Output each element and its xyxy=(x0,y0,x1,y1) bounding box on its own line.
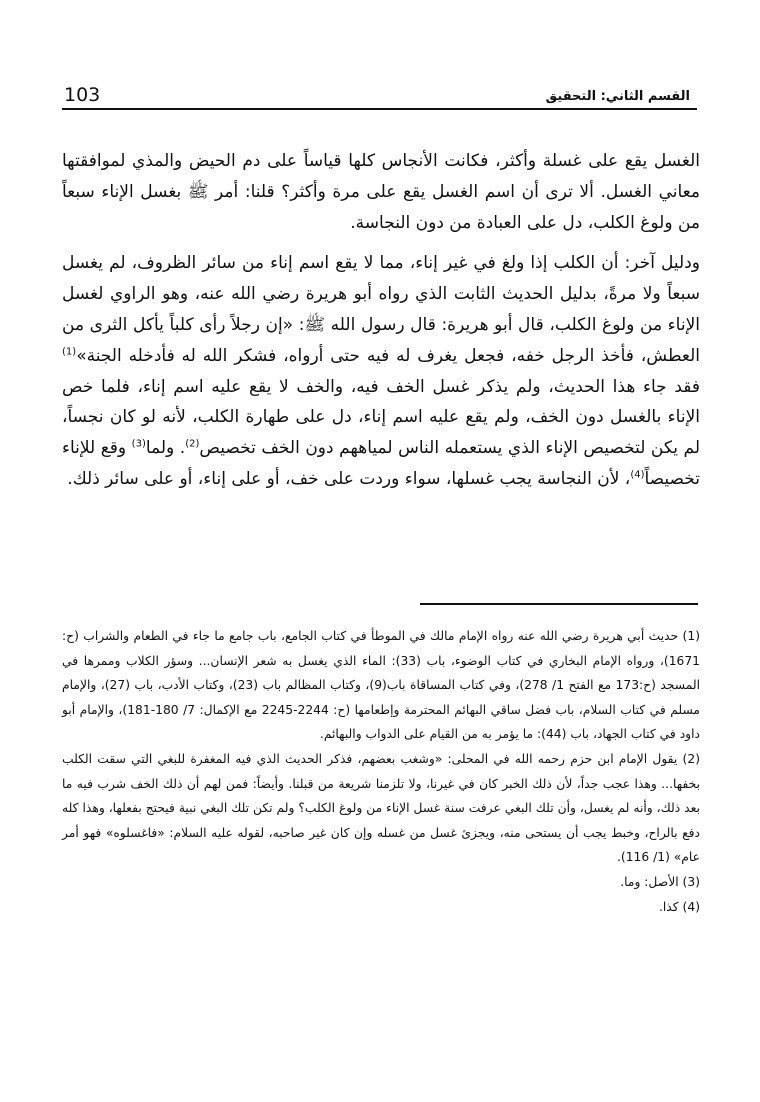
footnote-text: يقول الإمام ابن حزم رحمه الله في المحلى: «وشغب بعضهم، فذكر الحديث الذي فيه المغفرة للبغي التي سقت الكلب بخفها... وهذا عجب جداً، لأن ذلك الخبر كان في غيرنا، ولا تلزمنا شريعة من قبلنا. وأيضاً: فمن لهم أن ذلك الخف شرب فيه ما بعد ذلك، وأنه لم يغسل، وأن تلك البغي عرفت سنة غسل الإناء من ولوغ الكلب؟ ولم تكن تلك البغي نبية فيحتج بفعلها، وهذا كله دفع بالراح، وخبط يجب أن يستحى منه، ويجزئ غسل من غسله وإن كان غير صاحبه، لقوله عليه السلام: «فاغسلوه» فهو أمر عام» (1/ 116). xyxy=(62,751,700,865)
footnote-1 xyxy=(62,624,700,747)
paragraph-1: الغسل يقع على غسلة وأكثر، فكانت الأنجاس كلها قياساً على دم الحيض والمذي لموافقتها معاني الغسل. ألا ترى أن اسم الغسل يقع على مرة وأكثر؟ قلنا: أمر ﷺ بغسل الإناء سبعاً من ولوغ الكلب، دل على العبادة من دون النجاسة. xyxy=(62,151,700,233)
page-number: 103 xyxy=(64,84,101,106)
footnote-text: الأصل: وما. xyxy=(620,874,679,889)
paragraph-2-text-e: ، لأن النجاسة يجب غسلها، سواء وردت على خف، أو على إناء، أو على سائر ذلك. xyxy=(67,468,631,489)
paragraph-2-text-c: . ولما xyxy=(145,438,186,459)
footnotes xyxy=(62,624,700,919)
paragraph-2-text-b: فقد جاء هذا الحديث، ولم يذكر غسل الخف فيه، والخف لا يقع عليه اسم إناء، فلما خص الإناء بالغسل دون الخف، ولم يقع عليه اسم إناء، دل على طهارة الكلب، لأنه لو كان نجساً، لم يكن لتخصيص الإناء الذي يستعمله الناس لمياههم دون الخف تخصيص xyxy=(62,376,700,459)
footnote-number: (1) xyxy=(682,629,700,643)
footnote-3 xyxy=(62,870,700,895)
footnote-ref-3: (3) xyxy=(131,438,146,450)
main-text xyxy=(62,146,700,495)
header-rule xyxy=(62,108,697,110)
running-header-title: القسم الثاني: التحقيق xyxy=(545,89,690,104)
paragraph-2 xyxy=(62,248,700,494)
footnote-4 xyxy=(62,895,700,920)
footnote-2 xyxy=(62,747,700,870)
footnote-text: حديث أبي هريرة رضي الله عنه رواه الإمام مالك في الموطأ في كتاب الجامع، باب جامع ما جاء في الطعام والشراب (ح: 1671)، ورواه الإمام البخاري في كتاب الوضوء، باب (33): الماء الذي يغسل به شعر الإنسان... وسؤر الكلاب وممرها في المسجد (ح:173 مع الفتح 1/ 278)، وفي كتاب المساقاة باب(9)، وكتاب المظالم باب (23)، وكتاب الأدب، باب (27)، والإمام مسلم في كتاب السلام، باب فضل ساقي البهائم المحترمة وإطعامها (ح: 2244-2245 مع الإكمال: 7/ 180-181)، والإمام أبو داود في كتاب الجهاد، باب (44): ما يؤمر به من القيام على الدواب والبهائم. xyxy=(62,629,701,742)
footnote-text: كذا. xyxy=(658,899,679,914)
footnote-ref-2: (2) xyxy=(185,438,200,450)
footnote-separator xyxy=(420,603,698,605)
paragraph-2-text-a: ودليل آخر: أن الكلب إذا ولغ في غير إناء، مما لا يقع اسم إناء من سائر الظروف، لم يغسل سبعاً ولا مرةً، بدليل الحديث الثابت الذي رواه أبو هريرة رضي الله عنه، وهو الراوي لغسل الإناء من ولوغ الكلب، قال أبو هريرة: قال رسول الله ﷺ: «إن رجلاً رأى كلباً يأكل الثرى من العطش، فأخذ الرجل خفه، فجعل يغرف له فيه حتى أرواه، فشكر الله له فأدخله الجنة» xyxy=(62,253,700,366)
footnote-number: (2) xyxy=(682,751,700,766)
footnote-ref-1: (1) xyxy=(62,346,77,358)
paragraph-2-text-d: وقع للإناء تخصيصاً xyxy=(62,438,700,489)
footnote-number: (3) xyxy=(682,874,700,889)
footnote-number: (4) xyxy=(682,899,700,914)
footnote-ref-4: (4) xyxy=(630,469,645,481)
